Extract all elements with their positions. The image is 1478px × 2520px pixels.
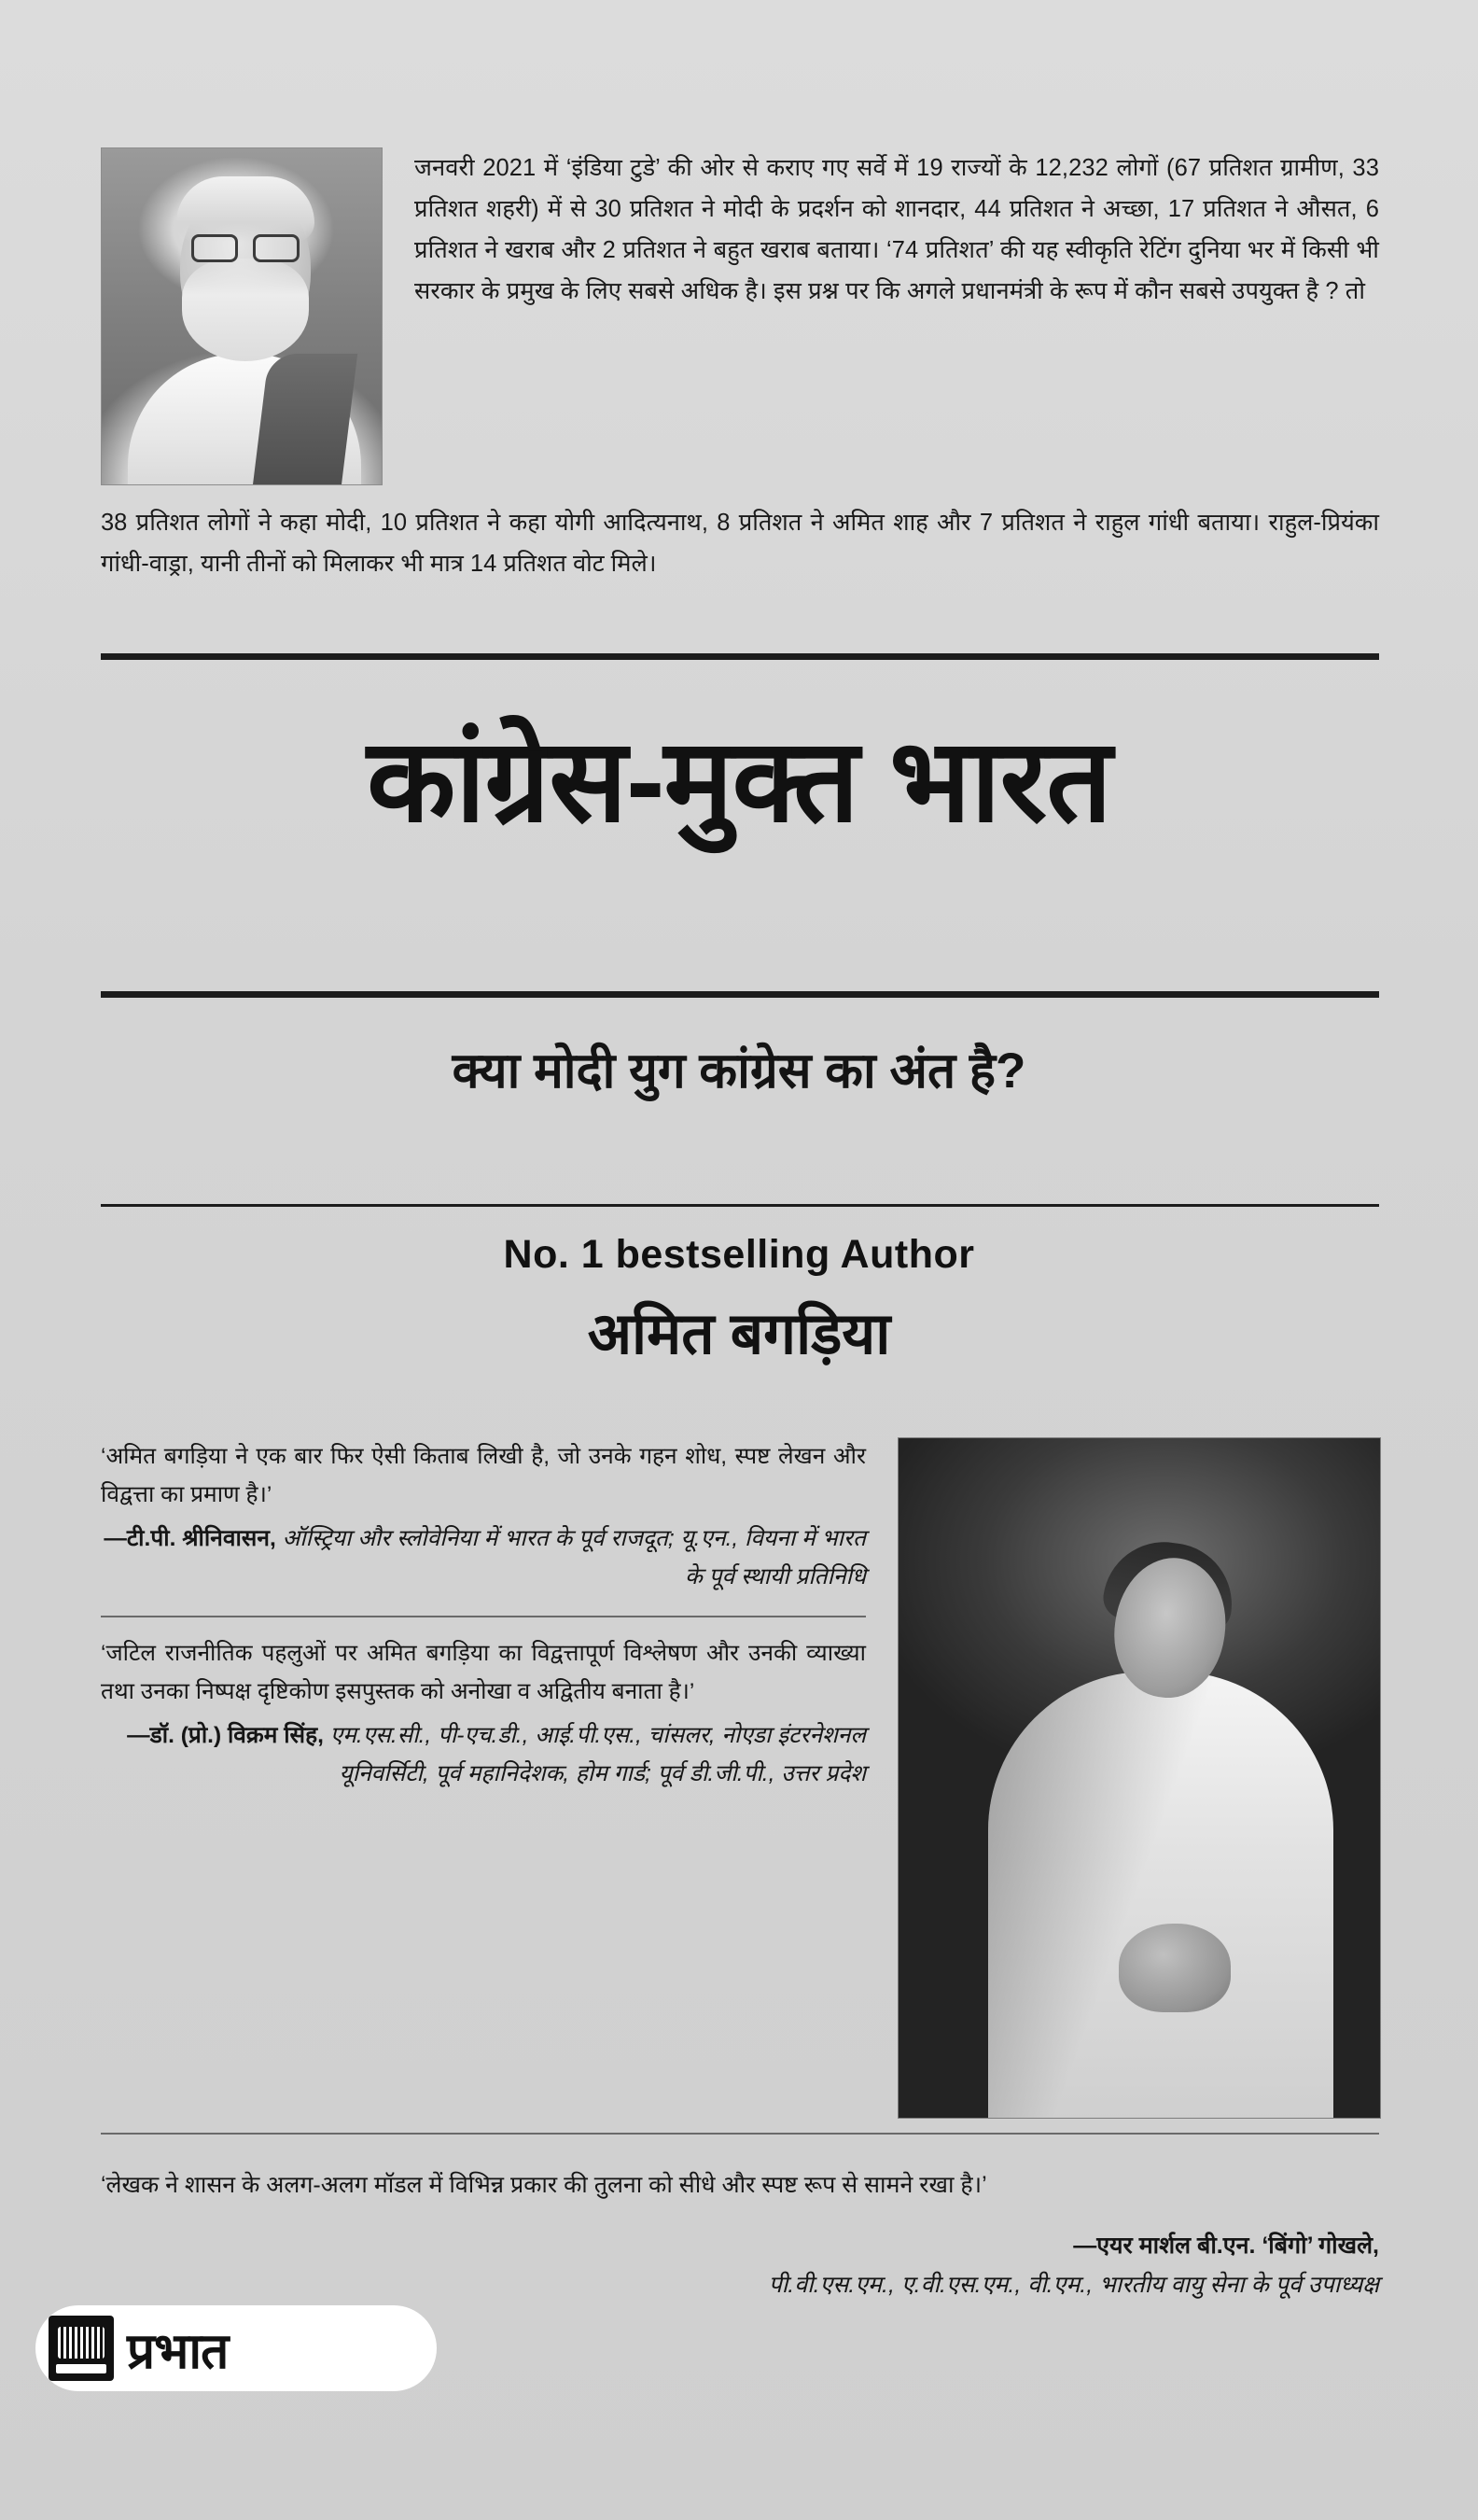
page-subtitle: क्या मोदी युग कांग्रेस का अंत है? — [452, 1043, 1026, 1099]
divider-top — [101, 653, 1379, 660]
divider-bottom — [101, 2133, 1379, 2135]
author-name: अमित बगड़िया — [587, 1302, 891, 1366]
blurb-divider — [101, 1616, 866, 1617]
blurb-item — [101, 1437, 866, 1597]
author-tagline: No. 1 bestselling Author — [503, 1232, 975, 1277]
blurb-attribution — [101, 1716, 866, 1793]
lead-paragraph-tail: 38 प्रतिशत लोगों ने कहा मोदी, 10 प्रतिशत ने कहा योगी आदित्यनाथ, 8 प्रतिशत ने अमित शाह और 7 प्रतिशत ने राहुल गांधी बताया। राहुल-प्रियंका गांधी-वाड्रा, यानी तीनों को मिलाकर भी मात्र 14 प्रतिशत वोट मिले। — [101, 510, 1379, 578]
page-title: कांग्रेस-मुक्त भारत — [367, 717, 1111, 846]
top-text-block — [101, 147, 1379, 485]
blurb-attribution-name: —डॉ. (प्रो.) विक्रम सिंह, — [127, 1722, 324, 1748]
blurb-quote: ‘जटिल राजनीतिक पहलुओं पर अमित बगड़िया का विद्वत्तापूर्ण विश्लेषण और उनकी व्याख्या तथा उनका निष्पक्ष दृष्टिकोण इसपुस्तक को अनोखा व अद्वितीय बनाता है।’ — [101, 1640, 866, 1704]
blurb-quote: ‘अमित बगड़िया ने एक बार फिर ऐसी किताब लिखी है, जो उनके गहन शोध, स्पष्ट लेखन और विद्वत्ता का प्रमाण है।’ — [101, 1444, 866, 1508]
book-mark-icon — [49, 2316, 114, 2381]
divider-title-bottom — [101, 991, 1379, 998]
publisher-name: प्रभात — [127, 2323, 229, 2379]
narendra-modi-photo — [101, 147, 383, 485]
blurb-item — [101, 1634, 866, 1794]
glasses-icon — [191, 234, 300, 259]
lead-paragraph — [414, 147, 1379, 312]
bottom-blurb-attribution-rest: पी.वी.एस.एम., ए.वी.एस.एम., वी.एम., भारतीय वायु सेना के पूर्व उपाध्यक्ष — [768, 2272, 1379, 2298]
bottom-blurb-attribution — [101, 2226, 1379, 2305]
bottom-blurb — [101, 2165, 1379, 2305]
bottom-blurb-quote: ‘लेखक ने शासन के अलग-अलग मॉडल में विभिन्न प्रकार की तुलना को सीधे और स्पष्ट रूप से सामने रखा है।’ — [101, 2172, 987, 2198]
blurb-attribution-name: —टी.पी. श्रीनिवासन, — [104, 1526, 276, 1552]
rahul-gandhi-photo — [898, 1437, 1381, 2119]
blurb-attribution-rest: ऑस्ट्रिया और स्लोवेनिया में भारत के पूर्व राजदूत; यू.एन., वियना में भारत के पूर्व स्थायी प्रतिनिधि — [282, 1526, 866, 1590]
blurb-column — [101, 1437, 866, 1797]
blurb-attribution — [101, 1519, 866, 1596]
publisher-logo — [35, 2305, 437, 2391]
divider-subtitle-bottom — [101, 1204, 1379, 1207]
blurb-attribution-rest: एम.एस.सी., पी-एच.डी., आई.पी.एस., चांसलर, नोएडा इंटरनेशनल यूनिवर्सिटी, पूर्व महानिदेशक, होम गार्ड; पूर्व डी.जी.पी., उत्तर प्रदेश — [329, 1722, 866, 1787]
bottom-blurb-attribution-name: —एयर मार्शल बी.एन. ‘बिंगो’ गोखले, — [1073, 2232, 1379, 2259]
lead-paragraph-main: जनवरी 2021 में ‘इंडिया टुडे’ की ओर से कराए गए सर्वे में 19 राज्यों के 12,232 लोगों (67 प्रतिशत ग्रामीण, 33 प्रतिशत शहरी) में से 30 प्रतिशत ने मोदी के प्रदर्शन को शानदार, 44 प्रतिशत ने अच्छा, 17 प्रतिशत ने औसत, 6 प्रतिशत ने खराब और 2 प्रतिशत ने बहुत खराब बताया। ‘74 प्रतिशत’ की यह स्वीकृति रेटिंग दुनिया भर में किसी भी सरकार के प्रमुख के लिए सबसे अधिक है। इस प्रश्न पर कि अगले प्रधानमंत्री के रूप में कौन सबसे उपयुक्त है ? तो — [414, 155, 1379, 305]
